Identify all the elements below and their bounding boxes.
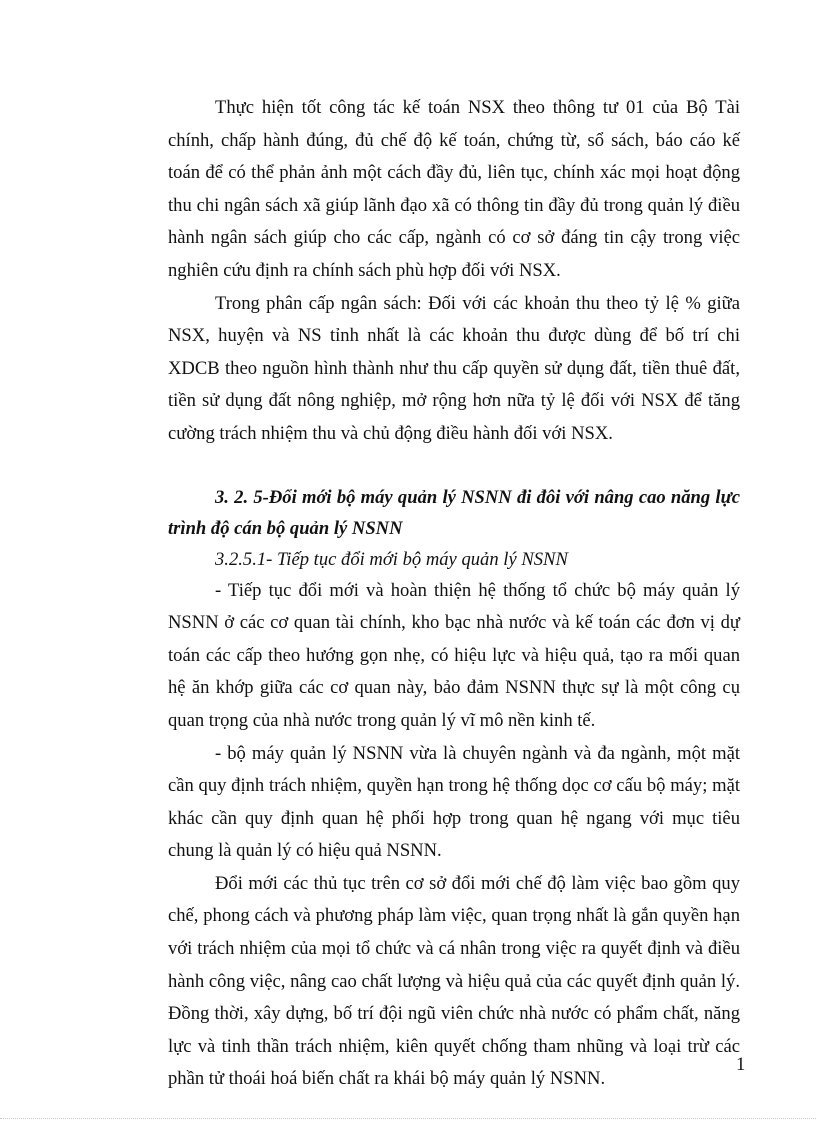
body-paragraph: - bộ máy quản lý NSNN vừa là chuyên ngành và đa ngành, một mặt cần quy định trách nhiệm, quyền hạn trong hệ thống dọc cơ cấu bộ máy; mặt khác cần quy định quan hệ phối hợp trong quan hệ ngang với mục tiêu chung là quản lý có hiệu quả NSNN.: [168, 742, 740, 862]
body-paragraph: Đổi mới các thủ tục trên cơ sở đổi mới chế độ làm việc bao gồm quy chế, phong cách và phương pháp làm việc, quan trọng nhất là gắn quyền hạn với trách nhiệm của mọi tổ chức và cá nhân trong việc ra quyết định và điều hành công việc, nâng cao chất lượng và hiệu quả của các quyết định quản lý. Đồng thời, xây dựng, bố trí đội ngũ viên chức nhà nước có phẩm chất, năng lực và tinh thần trách nhiệm, kiên quyết chống tham nhũng và loại trừ các phần tử thoái hoá biến chất ra khái bộ máy quản lý NSNN.: [168, 872, 740, 1090]
paragraph-spacer: [168, 451, 740, 482]
body-paragraph: Thực hiện tốt công tác kế toán NSX theo thông tư 01 của Bộ Tài chính, chấp hành đúng, đủ chế độ kế toán, chứng từ, sổ sách, báo cáo kế toán để có thể phản ảnh một cách đầy đủ, liên tục, chính xác mọi hoạt động thu chi ngân sách xã giúp lãnh đạo xã có thông tin đầy đủ trong quản lý điều hành ngân sách giúp cho các cấp, ngành có cơ sở đáng tin cậy trong việc nghiên cứu định ra chính sách phù hợp đối với NSX.: [168, 97, 740, 281]
document-page: [168, 92, 740, 1096]
subsection-heading: 3.2.5.1- Tiếp tục đổi mới bộ máy quản lý NSNN: [215, 548, 568, 570]
section-heading: 3. 2. 5-Đổi mới bộ máy quản lý NSNN đi đôi với nâng cao năng lực trình độ cán bộ quản lý NSNN: [168, 486, 740, 539]
body-paragraph: - Tiếp tục đổi mới và hoàn thiện hệ thống tổ chức bộ máy quản lý NSNN ở các cơ quan tài chính, kho bạc nhà nước và kế toán các đơn vị dự toán các cấp theo hướng gọn nhẹ, có hiệu lực và hiệu quả, tạo ra mối quan hệ ăn khớp giữa các cơ quan này, bảo đảm NSNN thực sự là một công cụ quan trọng của nhà nước trong quản lý vĩ mô nền kinh tế.: [168, 579, 740, 731]
body-paragraph: Trong phân cấp ngân sách: Đối với các khoản thu theo tỷ lệ % giữa NSX, huyện và NS tỉnh nhất là các khoản thu được dùng để bố trí chi XDCB theo nguồn hình thành như thu cấp quyền sử dụng đất, tiền thuê đất, tiền sử dụng đất nông nghiệp, mở rộng hơn nữa tỷ lệ đối với NSX để tăng cường trách nhiệm thu và chủ động điều hành đối với NSX.: [168, 292, 740, 444]
page-number: 1: [736, 1054, 746, 1075]
page-bottom-divider: [0, 1118, 816, 1119]
